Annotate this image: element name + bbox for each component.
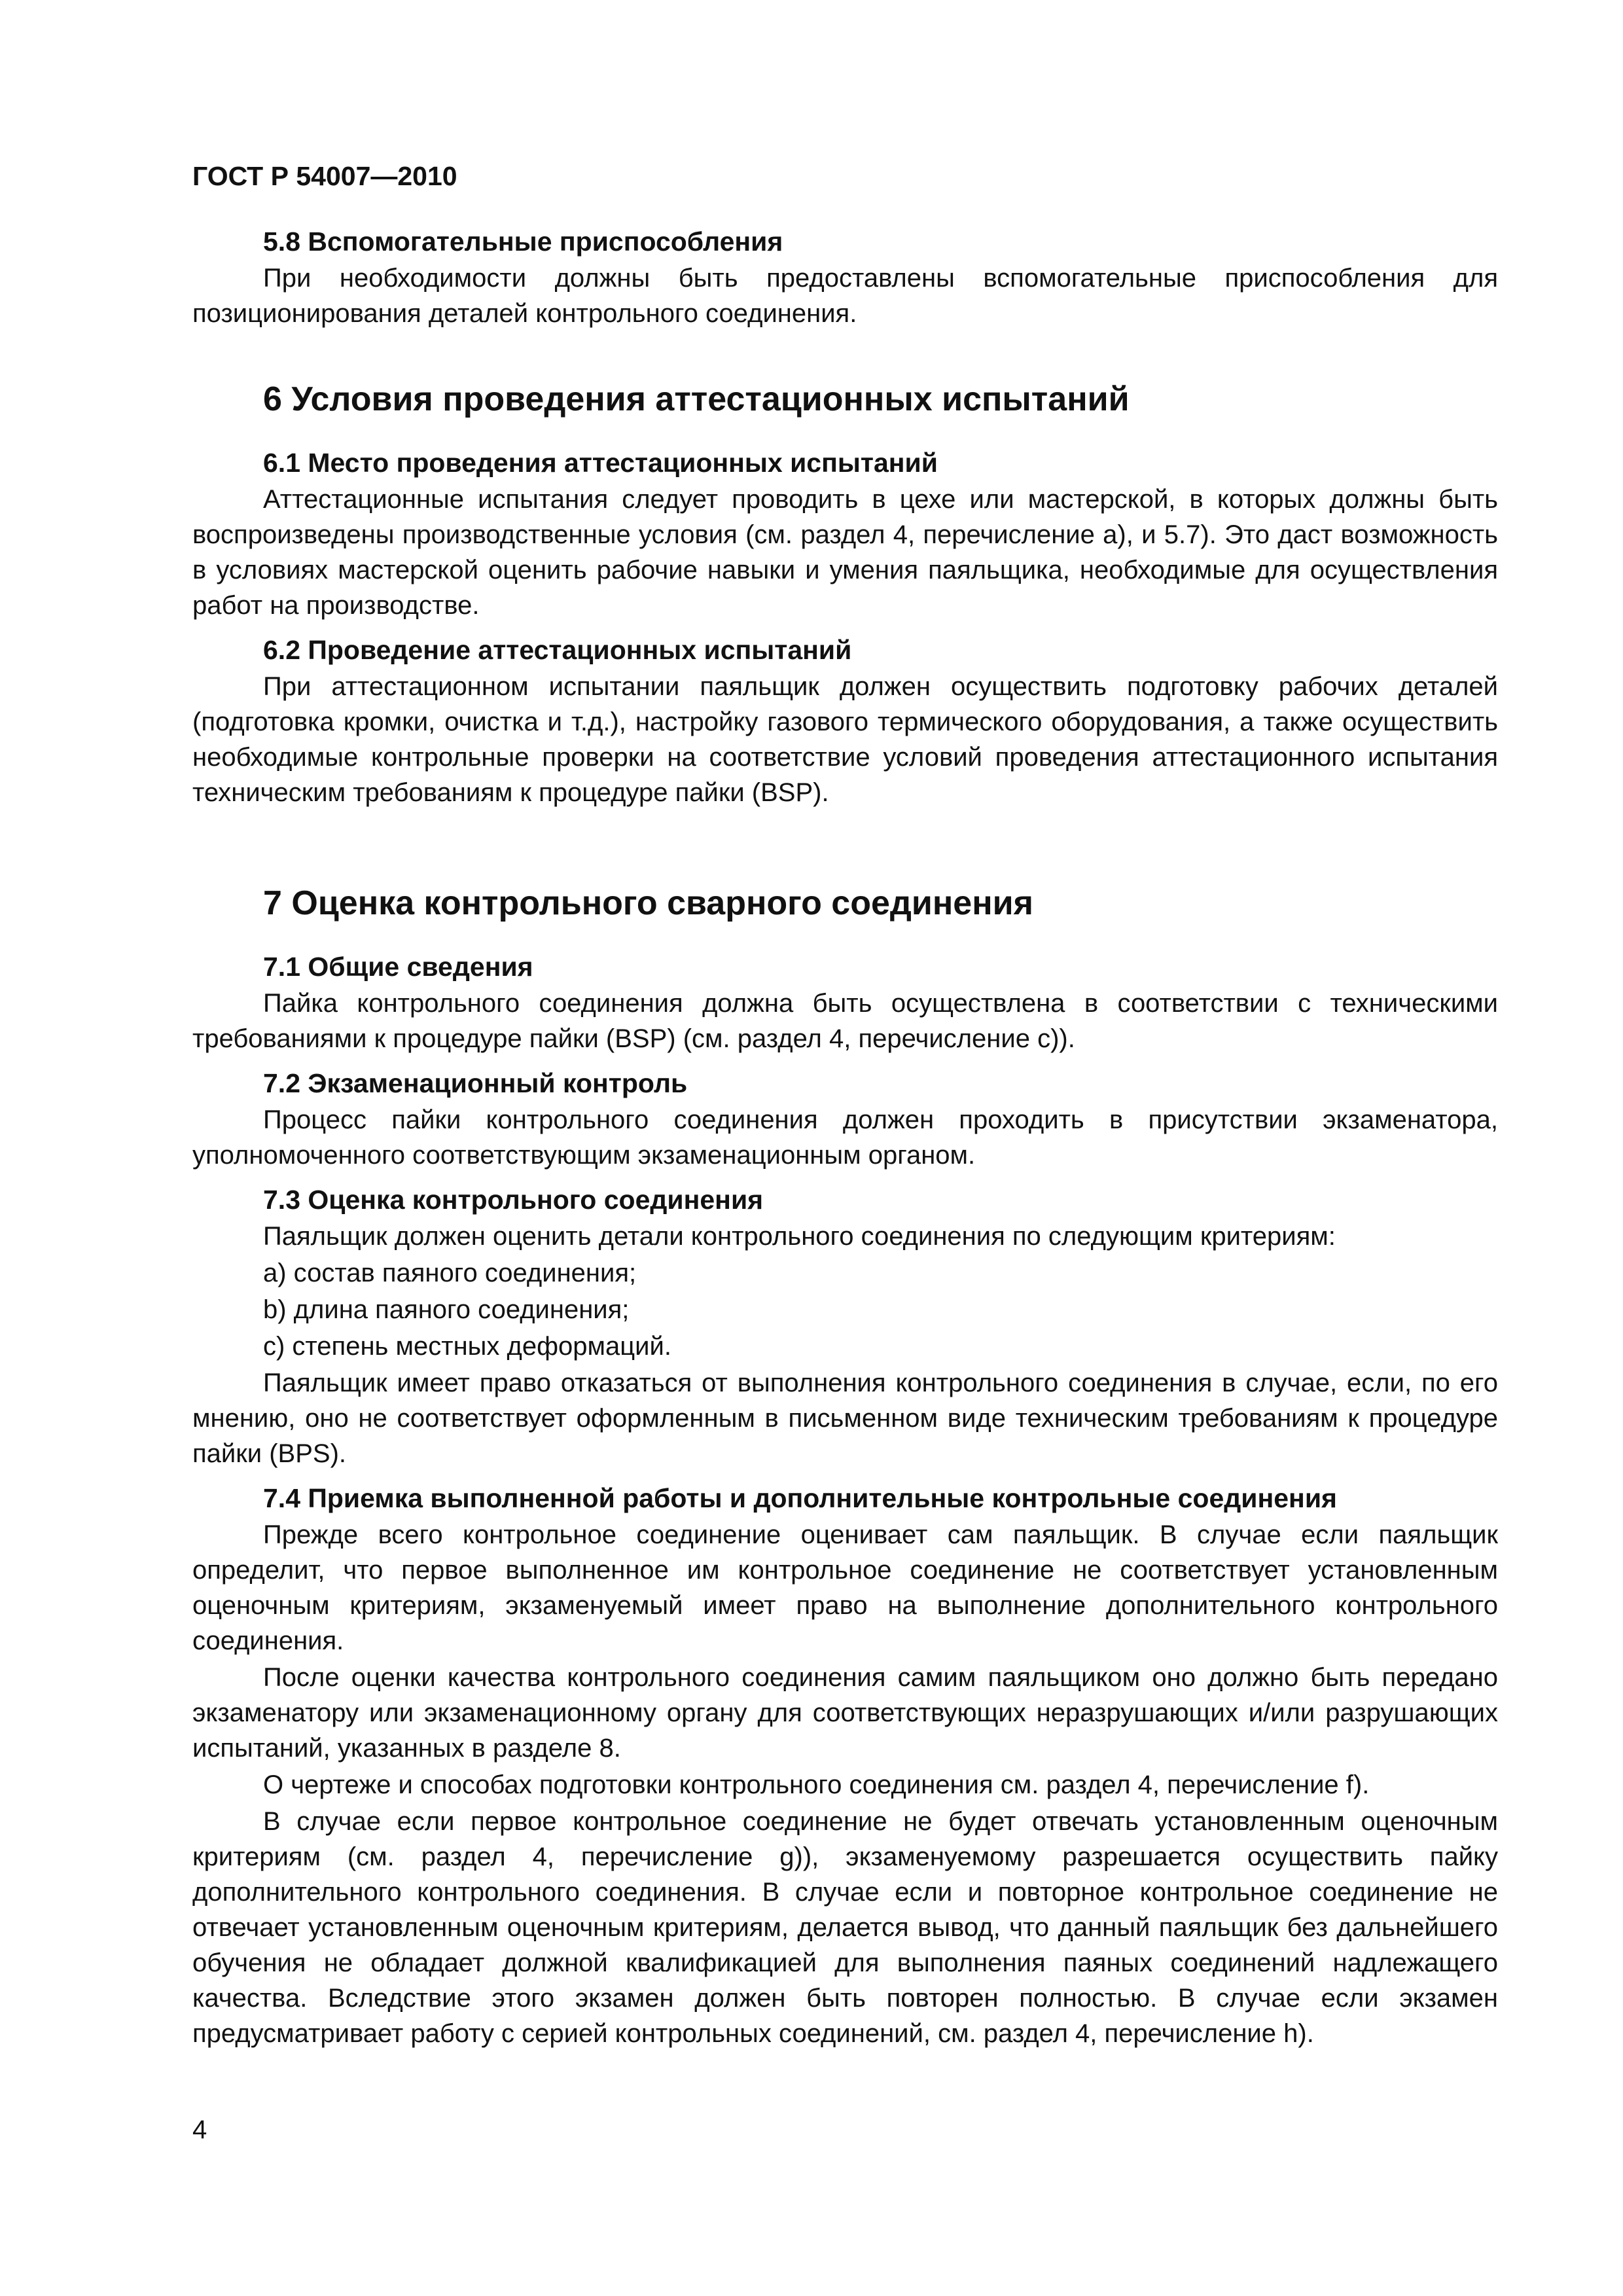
section-7-1-paragraph: Пайка контрольного соединения должна быть осуществлена в соответствии с техническими требованиями к процедуре пайки (BSP) (см. раздел 4, перечисление с)). — [192, 989, 1498, 1053]
section-7-title: 7 Оценка контрольного сварного соединения — [263, 884, 1033, 922]
section-5-8-paragraph: При необходимости должны быть предоставлены вспомогательные приспособления для позиционирования деталей контрольного соединения. — [192, 264, 1498, 328]
section-7-3-intro: Паяльщик должен оценить детали контрольного соединения по следующим критериям: — [263, 1222, 1336, 1251]
criteria-item-b: b) длина паяного соединения; — [263, 1295, 630, 1324]
section-7-2-title: 7.2 Экзаменационный контроль — [263, 1068, 688, 1098]
document-header: ГОСТ Р 54007—2010 — [192, 161, 457, 191]
section-5-8-title: 5.8 Вспомогательные приспособления — [263, 226, 783, 257]
section-7-4-paragraph-1: Прежде всего контрольное соединение оценивает сам паяльщик. В случае если паяльщик определит, что первое выполненное им контрольное соединение не соответствует установленным оценочным критериям, экзаменуемый имеет право на выполнение дополнительного контрольного соединения. — [192, 1520, 1498, 1655]
section-7-4-title: 7.4 Приемка выполненной работы и дополнительные контрольные соединения — [263, 1483, 1337, 1513]
section-7-4-paragraph-4: В случае если первое контрольное соединение не будет отвечать установленным оценочным критериям (см. раздел 4, перечисление g)), экзаменуемому разрешается осуществить пайку дополнительного контрольного соединения. В случае если и повторное контрольное соединение не отвечает установленным оценочным критериям, делается вывод, что данный паяльщик без дальнейшего обучения не обладает должной квалификацией для выполнения паяных соединений надлежащего качества. Вследствие этого экзамен должен быть повторен полностью. В случае если экзамен предусматривает работу с серией контрольных соединений, см. раздел 4, перечисление h). — [192, 1807, 1498, 2048]
page-number: 4 — [192, 2115, 207, 2144]
section-7-4-paragraph-3: О чертеже и способах подготовки контрольного соединения см. раздел 4, перечисление f). — [263, 1770, 1370, 1799]
section-6-title: 6 Условия проведения аттестационных испытаний — [263, 380, 1130, 418]
document-body — [192, 224, 1498, 2053]
section-6-2-title: 6.2 Проведение аттестационных испытаний — [263, 635, 852, 665]
section-7-3-title: 7.3 Оценка контрольного соединения — [263, 1185, 764, 1215]
section-6-2-paragraph: При аттестационном испытании паяльщик должен осуществить подготовку рабочих деталей (подготовка кромки, очистка и т.д.), настройку газового термического оборудования, а также осуществить необходимые контрольные проверки на соответствие условий проведения аттестационного испытания техническим требованиям к процедуре пайки (BSP). — [192, 672, 1498, 807]
section-7-1-title: 7.1 Общие сведения — [263, 952, 533, 982]
criteria-item-a: a) состав паяного соединения; — [263, 1259, 637, 1287]
section-7-4-paragraph-2: После оценки качества контрольного соединения самим паяльщиком оно должно быть передано экзаменатору или экзаменационному органу для соответствующих неразрушающих и/или разрушающих испытаний, указанных в разделе 8. — [192, 1663, 1498, 1763]
section-7-2-paragraph: Процесс пайки контрольного соединения должен проходить в присутствии экзаменатора, уполномоченного соответствующим экзаменационным органом. — [192, 1105, 1498, 1170]
section-6-1-paragraph: Аттестационные испытания следует проводить в цехе или мастерской, в которых должны быть воспроизведены производственные условия (см. раздел 4, перечисление а), и 5.7). Это даст возможность в условиях мастерской оценить рабочие навыки и умения паяльщика, необходимые для осуществления работ на производстве. — [192, 485, 1498, 620]
criteria-item-c: c) степень местных деформаций. — [263, 1332, 671, 1361]
section-6-1-title: 6.1 Место проведения аттестационных испытаний — [263, 448, 938, 478]
section-7-3-paragraph: Паяльщик имеет право отказаться от выполнения контрольного соединения в случае, если, по его мнению, оно не соответствует оформленным в письменном виде техническим требованиям к процедуре пайки (BPS). — [192, 1369, 1498, 1468]
